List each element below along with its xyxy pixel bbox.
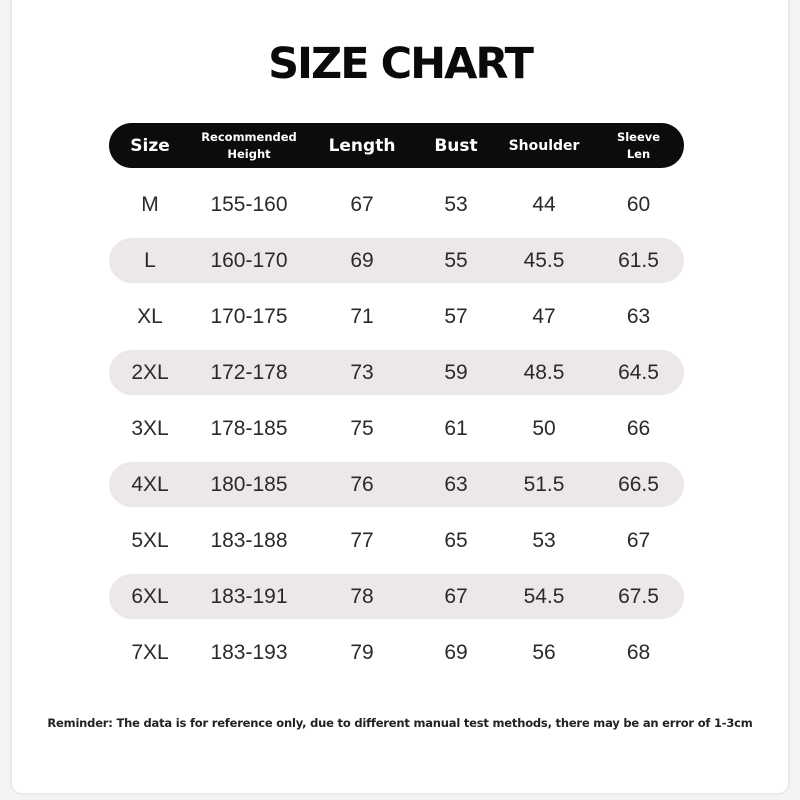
cell-size: 7XL	[131, 640, 169, 664]
cell-length: 75	[350, 416, 374, 440]
table-row	[109, 574, 684, 619]
cell-sleeve: 63	[626, 304, 651, 328]
cell-bust: 69	[444, 640, 468, 664]
table-row	[109, 630, 684, 675]
cell-shoulder: 51.5	[523, 472, 565, 496]
cell-bust: 61	[444, 416, 468, 440]
cell-length: 69	[350, 248, 374, 272]
cell-height: 183-193	[210, 640, 288, 664]
cell-height: 183-188	[210, 528, 288, 552]
cell-length: 71	[350, 304, 374, 328]
cell-shoulder: 44	[532, 192, 556, 216]
cell-sleeve: 64.5	[618, 360, 659, 384]
header-size: Size	[130, 135, 170, 156]
cell-shoulder: 50	[532, 416, 556, 440]
cell-sleeve: 67.5	[618, 584, 659, 608]
cell-shoulder: 47	[532, 304, 556, 328]
cell-height: 183-191	[210, 584, 288, 608]
cell-size: L	[144, 248, 156, 272]
cell-height: 160-170	[210, 248, 288, 272]
header-shoulder: Shoulder	[508, 137, 580, 154]
cell-length: 76	[350, 472, 374, 496]
table-header	[109, 123, 684, 168]
table-row	[109, 238, 684, 283]
cell-height: 170-175	[210, 304, 288, 328]
cell-length: 73	[350, 360, 374, 384]
header-sleeve-len: Sleeve Len	[616, 129, 661, 161]
table-row	[109, 350, 684, 395]
cell-height: 155-160	[210, 192, 288, 216]
cell-size: XL	[137, 304, 163, 328]
header-recommended-height: Recommended Height	[201, 129, 297, 161]
cell-bust: 65	[444, 528, 468, 552]
cell-size: 4XL	[131, 472, 169, 496]
cell-size: 6XL	[131, 584, 169, 608]
header-bust: Bust	[434, 135, 478, 156]
cell-height: 172-178	[210, 360, 288, 384]
cell-height: 178-185	[210, 416, 288, 440]
cell-shoulder: 48.5	[523, 360, 565, 384]
table-row	[109, 406, 684, 451]
cell-sleeve: 60	[626, 192, 651, 216]
cell-bust: 67	[444, 584, 468, 608]
cell-length: 79	[350, 640, 374, 664]
cell-height: 180-185	[210, 472, 288, 496]
cell-size: 3XL	[131, 416, 169, 440]
cell-sleeve: 68	[626, 640, 651, 664]
cell-bust: 63	[444, 472, 468, 496]
header-length: Length	[328, 135, 396, 156]
table-row	[109, 518, 684, 563]
cell-shoulder: 54.5	[523, 584, 565, 608]
cell-shoulder: 53	[532, 528, 556, 552]
cell-sleeve: 66.5	[618, 472, 659, 496]
cell-sleeve: 61.5	[618, 248, 659, 272]
cell-sleeve: 67	[626, 528, 651, 552]
cell-size: 5XL	[131, 528, 169, 552]
cell-sleeve: 66	[626, 416, 651, 440]
reminder-note: Reminder: The data is for reference only, due to different manual test methods, there may be an error of 1-3cm	[47, 716, 753, 730]
cell-size: 2XL	[131, 360, 169, 384]
table-row	[109, 462, 684, 507]
cell-bust: 57	[444, 304, 468, 328]
page-title: SIZE CHART	[268, 39, 532, 89]
cell-shoulder: 56	[532, 640, 556, 664]
cell-length: 77	[350, 528, 374, 552]
cell-size: M	[141, 192, 159, 216]
table-row	[109, 182, 684, 227]
cell-bust: 53	[444, 192, 468, 216]
cell-bust: 59	[444, 360, 468, 384]
cell-shoulder: 45.5	[523, 248, 565, 272]
cell-bust: 55	[444, 248, 468, 272]
cell-length: 78	[350, 584, 374, 608]
cell-length: 67	[350, 192, 374, 216]
table-row	[109, 294, 684, 339]
